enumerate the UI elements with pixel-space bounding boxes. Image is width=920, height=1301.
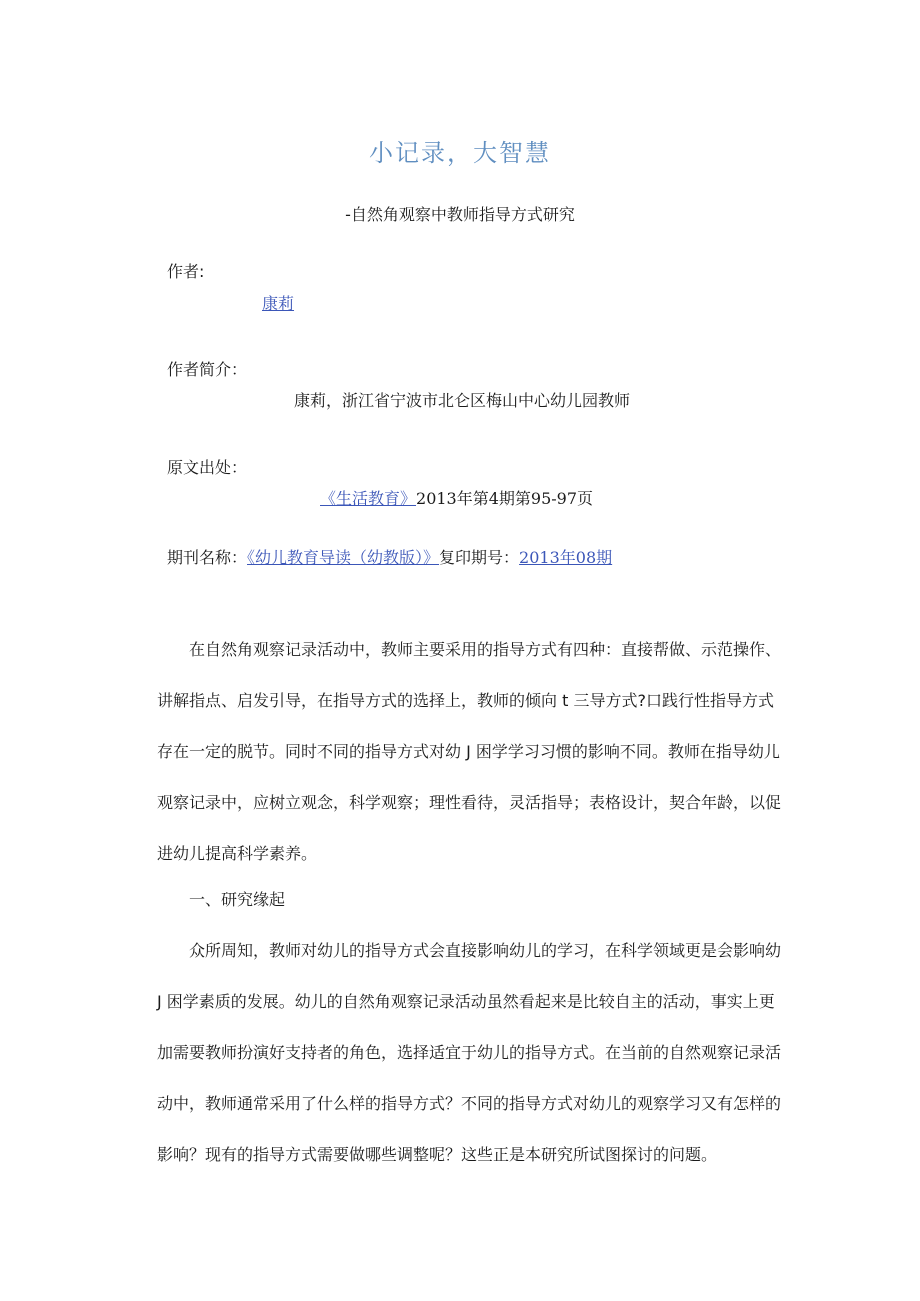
reprint-label: 复印期号： xyxy=(439,548,520,567)
source-journal-link[interactable]: 《生活教育》 xyxy=(320,489,417,508)
abstract-line: 观察记录中，应树立观念，科学观察；理性看待，灵活指导；表格设计，契合年龄，以促 xyxy=(157,793,782,812)
section1-line: J 困学素质的发展。幼儿的自然角观察记录活动虽然看起来是比较自主的活动，事实上更 xyxy=(157,992,775,1011)
source-detail: 2013年第4期第95-97页 xyxy=(416,489,594,508)
abstract-paragraph xyxy=(157,624,782,879)
section1-line: 动中，教师通常采用了什么样的指导方式？不同的指导方式对幼儿的观察学习又有怎样的 xyxy=(157,1094,782,1113)
reprint-issue-link[interactable]: 2013年08期 xyxy=(519,548,613,567)
article-title: 小记录，大智慧 xyxy=(369,139,551,167)
section1-heading: 一、研究缘起 xyxy=(189,890,286,909)
bio-text: 康莉，浙江省宁波市北仑区梅山中心幼儿园教师 xyxy=(294,391,631,410)
periodical-name-link[interactable]: 《幼儿教育导读（幼教版）》 xyxy=(247,548,440,567)
abstract-line: 讲解指点、启发引导，在指导方式的选择上，教师的倾向 t 三导方式?口践行性指导方式 xyxy=(157,691,774,710)
source-label: 原文出处： xyxy=(167,458,248,477)
author-name-link[interactable]: 康莉 xyxy=(262,294,295,313)
periodical-line xyxy=(167,545,612,568)
section1-paragraph xyxy=(157,925,782,1180)
article-subtitle: -自然角观察中教师指导方式研究 xyxy=(345,205,575,224)
bio-label: 作者简介： xyxy=(167,360,248,379)
abstract-line: 进幼儿提高科学素养。 xyxy=(157,844,318,863)
section1-line: 众所周知，教师对幼儿的指导方式会直接影响幼儿的学习，在科学领域更是会影响幼 xyxy=(189,941,782,960)
abstract-line: 存在一定的脱节。同时不同的指导方式对幼 J 困学学习习惯的影响不同。教师在指导幼儿 xyxy=(157,742,780,761)
source-line xyxy=(320,486,593,509)
abstract-line: 在自然角观察记录活动中，教师主要采用的指导方式有四种：直接帮做、示范操作、 xyxy=(189,640,782,659)
author-label: 作者: xyxy=(167,262,205,281)
section1-line: 加需要教师扮演好支持者的角色，选择适宜于幼儿的指导方式。在当前的自然观察记录活 xyxy=(157,1043,782,1062)
section1-line: 影响？现有的指导方式需要做哪些调整呢？这些正是本研究所试图探讨的问题。 xyxy=(157,1145,718,1164)
periodical-label: 期刊名称： xyxy=(167,548,248,567)
